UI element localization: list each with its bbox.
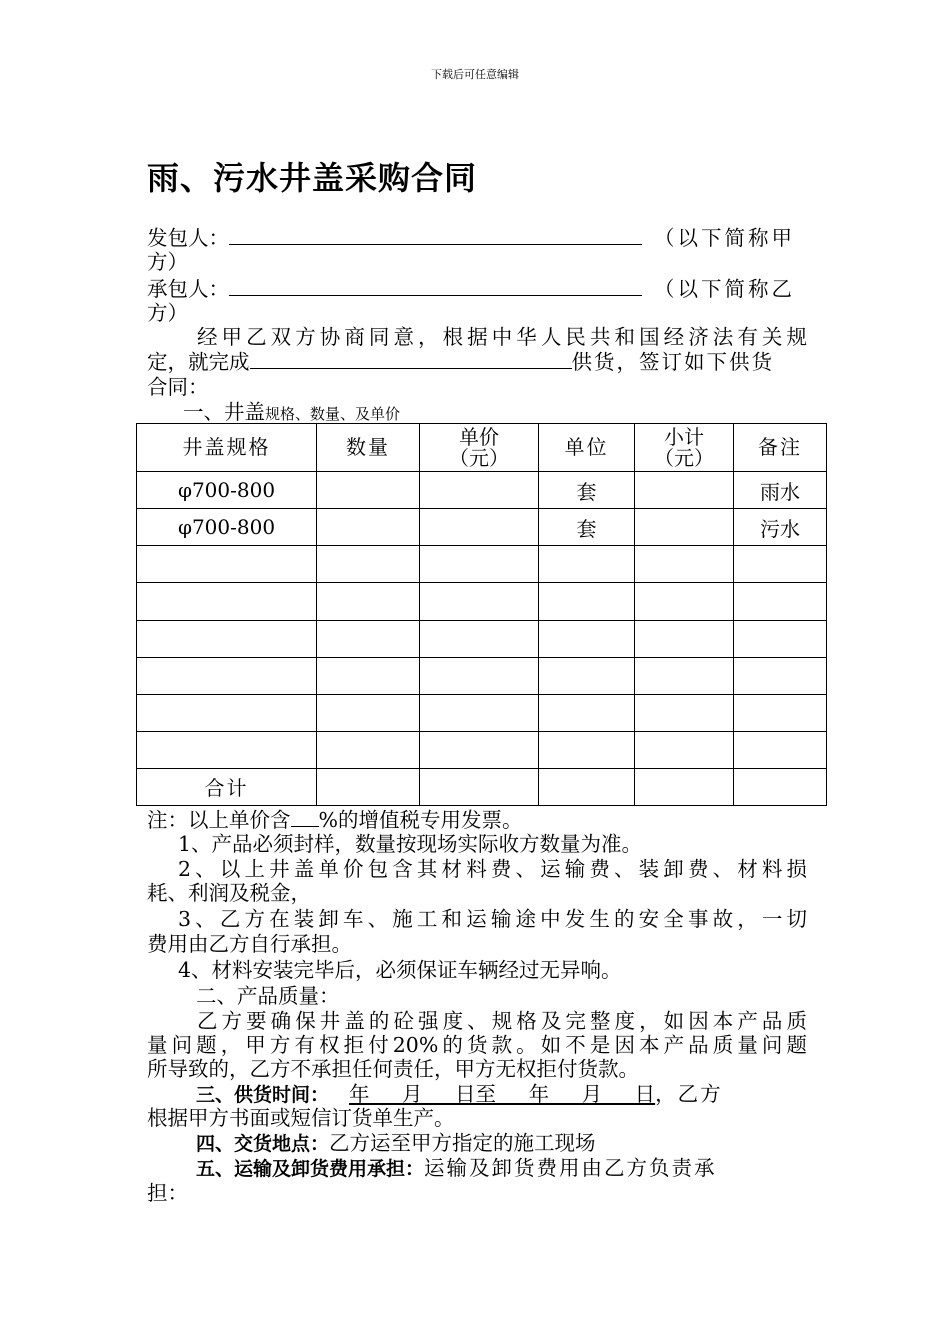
cell-unit: 套 bbox=[539, 472, 635, 509]
header-note: 下载后可任意编辑 bbox=[431, 68, 519, 81]
item-4: 4、材料安装完毕后，必须保证车辆经过无异响。 bbox=[178, 958, 622, 982]
party-b-line bbox=[147, 277, 807, 301]
cell-remark[interactable] bbox=[734, 546, 827, 583]
spec-table bbox=[136, 423, 827, 806]
item-2-line1: 2、以上井盖单价包含其材料费、运输费、装卸费、材料损 bbox=[178, 857, 807, 881]
table-row bbox=[137, 583, 827, 620]
tax-note-b: %的增值税专用发票。 bbox=[318, 808, 523, 832]
cell-spec[interactable] bbox=[137, 583, 317, 620]
item-1: 1、产品必须封样，数量按现场实际收方数量为准。 bbox=[178, 832, 643, 856]
cell-unit[interactable] bbox=[539, 620, 635, 657]
total-qty[interactable] bbox=[317, 768, 420, 805]
cell-qty[interactable] bbox=[317, 620, 420, 657]
total-unit-price[interactable] bbox=[420, 768, 539, 805]
table-row bbox=[137, 509, 827, 546]
header-unit: 单位 bbox=[539, 424, 635, 472]
total-unit[interactable] bbox=[539, 768, 635, 805]
header-unit-price: 单价（元） bbox=[420, 424, 539, 472]
cell-qty[interactable] bbox=[317, 583, 420, 620]
cell-unit[interactable] bbox=[539, 694, 635, 731]
tax-rate-blank[interactable] bbox=[291, 808, 319, 827]
section2-line2: 量问题，甲方有权拒付20%的货款。如不是因本产品质量问题 bbox=[147, 1033, 807, 1057]
cell-subtotal[interactable] bbox=[635, 546, 734, 583]
project-blank[interactable] bbox=[250, 350, 572, 369]
cell-unit-price[interactable] bbox=[420, 657, 539, 694]
cell-unit-price[interactable] bbox=[420, 620, 539, 657]
tax-note-a: 注：以上单价含 bbox=[147, 808, 291, 832]
cell-spec[interactable] bbox=[137, 546, 317, 583]
intro-line2 bbox=[147, 350, 807, 374]
cell-qty[interactable] bbox=[317, 694, 420, 731]
intro-line2-a: 定，就完成 bbox=[147, 350, 250, 374]
cell-subtotal[interactable] bbox=[635, 472, 734, 509]
cell-spec[interactable] bbox=[137, 620, 317, 657]
header-spec: 井盖规格 bbox=[137, 424, 317, 472]
party-b-suffix: （以下简称乙 bbox=[654, 277, 795, 301]
cell-spec[interactable] bbox=[137, 694, 317, 731]
section3-line1 bbox=[196, 1082, 807, 1107]
cell-qty[interactable] bbox=[317, 546, 420, 583]
section1-heading-main: 一、井盖 bbox=[183, 400, 265, 424]
cell-qty[interactable] bbox=[317, 509, 420, 546]
cell-remark[interactable] bbox=[734, 731, 827, 768]
contract-title: 雨、污水井盖采购合同 bbox=[147, 159, 478, 197]
cell-remark[interactable] bbox=[734, 620, 827, 657]
cell-spec[interactable] bbox=[137, 731, 317, 768]
cell-qty[interactable] bbox=[317, 731, 420, 768]
cell-unit-price[interactable] bbox=[420, 546, 539, 583]
cell-unit: 套 bbox=[539, 509, 635, 546]
table-row bbox=[137, 620, 827, 657]
cell-remark: 雨水 bbox=[734, 472, 827, 509]
cell-remark[interactable] bbox=[734, 657, 827, 694]
intro-line3: 合同： bbox=[147, 375, 209, 399]
cell-spec: φ700-800 bbox=[137, 472, 317, 509]
table-total-row bbox=[137, 768, 827, 805]
party-a-blank[interactable] bbox=[229, 226, 642, 245]
section1-heading-small: 规格、数量、及单价 bbox=[265, 405, 401, 423]
section4-heading: 四、交货地点： bbox=[196, 1133, 330, 1155]
cell-subtotal[interactable] bbox=[635, 583, 734, 620]
tax-note bbox=[147, 808, 807, 832]
cell-remark: 污水 bbox=[734, 509, 827, 546]
total-label: 合计 bbox=[137, 768, 317, 805]
cell-spec[interactable] bbox=[137, 657, 317, 694]
party-a-line2: 方） bbox=[147, 250, 188, 274]
cell-subtotal[interactable] bbox=[635, 509, 734, 546]
cell-unit[interactable] bbox=[539, 657, 635, 694]
section4-text: 乙方运至甲方指定的施工现场 bbox=[329, 1131, 596, 1155]
section4-line bbox=[196, 1131, 856, 1156]
cell-unit[interactable] bbox=[539, 546, 635, 583]
item-2-line2: 耗、利润及税金， bbox=[147, 881, 311, 905]
cell-unit[interactable] bbox=[539, 583, 635, 620]
cell-unit-price[interactable] bbox=[420, 731, 539, 768]
cell-unit-price[interactable] bbox=[420, 694, 539, 731]
section5-text: 运输及卸货费用由乙方负责承 bbox=[424, 1156, 717, 1180]
section2-heading: 二、产品质量： bbox=[196, 984, 340, 1008]
section2-line1: 乙方要确保井盖的砼强度、规格及完整度，如因本产品质 bbox=[197, 1009, 807, 1033]
cell-qty[interactable] bbox=[317, 472, 420, 509]
party-a-suffix: （以下简称甲 bbox=[654, 226, 795, 250]
party-a-label: 发包人： bbox=[147, 226, 229, 250]
party-b-label: 承包人： bbox=[147, 277, 229, 301]
item-3-line2: 费用由乙方自行承担。 bbox=[147, 932, 352, 956]
party-b-line2: 方） bbox=[147, 301, 188, 325]
intro-line1: 经甲乙双方协商同意，根据中华人民共和国经济法有关规 bbox=[197, 325, 807, 349]
section3-line2: 根据甲方书面或短信订货单生产。 bbox=[147, 1106, 455, 1130]
cell-subtotal[interactable] bbox=[635, 731, 734, 768]
cell-unit-price[interactable] bbox=[420, 583, 539, 620]
cell-qty[interactable] bbox=[317, 657, 420, 694]
section5-line2: 担： bbox=[147, 1181, 188, 1205]
table-row bbox=[137, 472, 827, 509]
header-qty: 数量 bbox=[317, 424, 420, 472]
header-remark: 备注 bbox=[734, 424, 827, 472]
cell-remark[interactable] bbox=[734, 694, 827, 731]
section3-tail: ，乙方 bbox=[655, 1082, 723, 1106]
total-subtotal[interactable] bbox=[635, 768, 734, 805]
table-row bbox=[137, 657, 827, 694]
cell-subtotal[interactable] bbox=[635, 657, 734, 694]
section2-line3: 所导致的，乙方不承担任何责任，甲方无权拒付货款。 bbox=[147, 1057, 639, 1081]
item-3-line1: 3、乙方在装卸车、施工和运输途中发生的安全事故，一切 bbox=[178, 907, 807, 931]
cell-subtotal[interactable] bbox=[635, 620, 734, 657]
cell-spec: φ700-800 bbox=[137, 509, 317, 546]
section5-heading: 五、运输及卸货费用承担： bbox=[196, 1158, 425, 1180]
supply-date-range[interactable]: 年 月 日至 年 月 日 bbox=[349, 1082, 656, 1106]
cell-unit[interactable] bbox=[539, 731, 635, 768]
cell-remark[interactable] bbox=[734, 583, 827, 620]
party-a-line bbox=[147, 226, 807, 250]
total-remark[interactable] bbox=[734, 768, 827, 805]
header-subtotal: 小计（元） bbox=[635, 424, 734, 472]
cell-subtotal[interactable] bbox=[635, 694, 734, 731]
table-header-row bbox=[137, 424, 827, 472]
section5-line1 bbox=[196, 1156, 807, 1181]
party-b-blank[interactable] bbox=[229, 277, 642, 296]
table-row bbox=[137, 546, 827, 583]
section3-heading: 三、供货时间： bbox=[196, 1084, 330, 1106]
cell-unit-price[interactable] bbox=[420, 509, 539, 546]
table-row bbox=[137, 731, 827, 768]
table-row bbox=[137, 694, 827, 731]
cell-unit-price[interactable] bbox=[420, 472, 539, 509]
intro-line2-b: 供货，签订如下供货 bbox=[571, 350, 774, 374]
